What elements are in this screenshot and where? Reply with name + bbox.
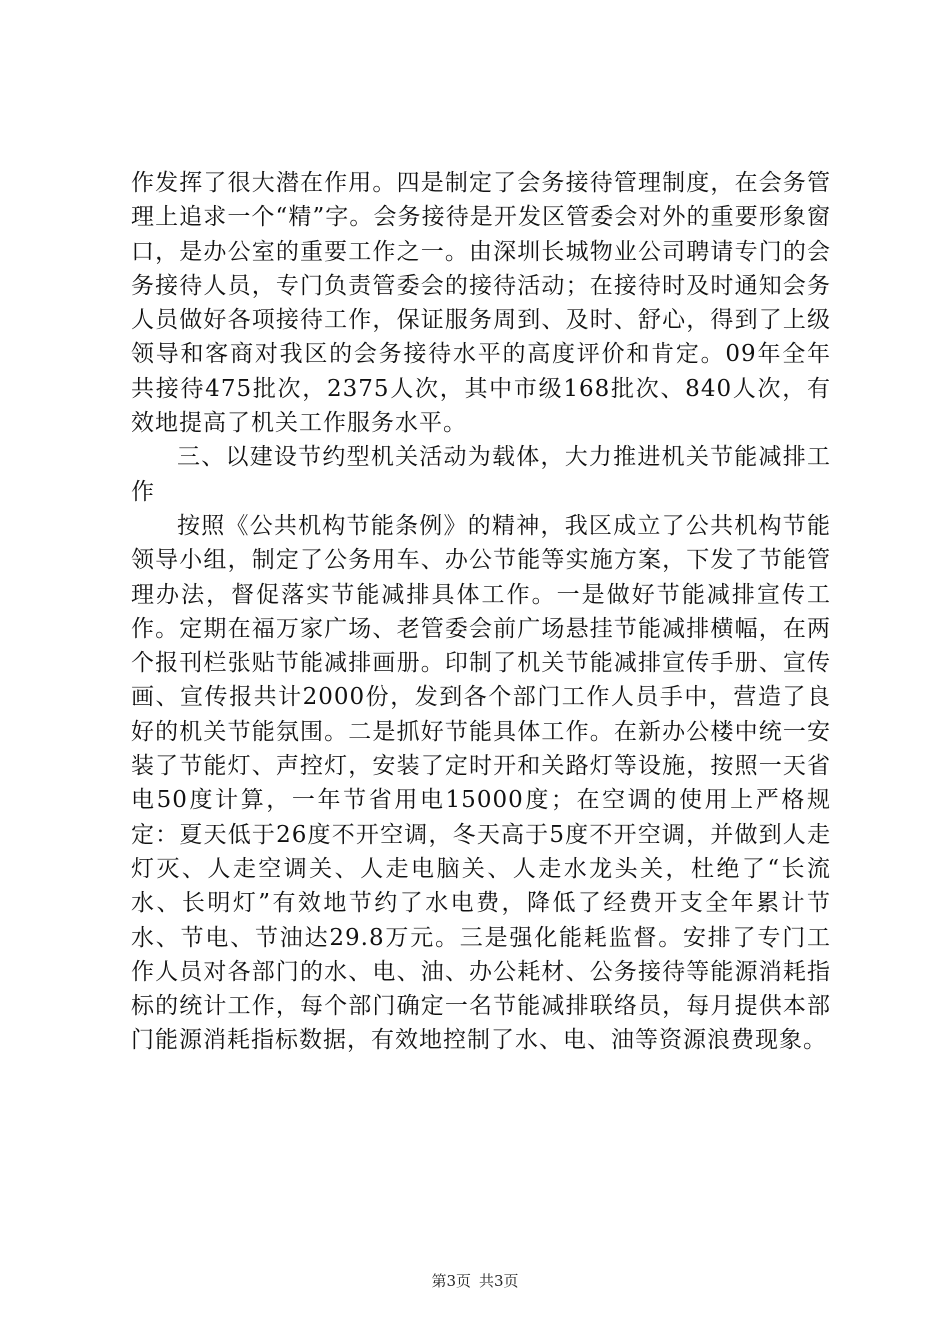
section-heading-energy-saving: 三、以建设节约型机关活动为载体，大力推进机关节能减排工作	[131, 444, 831, 505]
page-total: 共3页	[479, 1272, 519, 1290]
document-body	[131, 166, 831, 1058]
paragraph-energy-saving: 按照《公共机构节能条例》的精神，我区成立了公共机构节能领导小组，制定了公务用车、办公节能等实施方案，下发了节能管理办法，督促落实节能减排具体工作。一是做好节能减排宣传工作。定期在福万家广场、老管委会前广场悬挂节能减排横幅，在两个报刊栏张贴节能减排画册。印制了机关节能减排宣传手册、宣传画、宣传报共计2000份，发到各个部门工作人员手中，营造了良好的机关节能氛围。二是抓好节能具体工作。在新办公楼中统一安装了节能灯、声控灯，安装了定时开和关路灯等设施，按照一天省电50度计算，一年节省用电15000度；在空调的使用上严格规定：夏天低于26度不开空调，冬天高于5度不开空调，并做到人走灯灭、人走空调关、人走电脑关、人走水龙头关，杜绝了“长流水、长明灯”有效地节约了水电费，降低了经费开支全年累计节水、节电、节油达29.8万元。三是强化能耗监督。安排了专门工作人员对各部门的水、电、油、办公耗材、公务接待等能源消耗指标的统计工作，每个部门确定一名节能减排联络员，每月提供本部门能源消耗指标数据，有效地控制了水、电、油等资源浪费现象。	[131, 512, 831, 1054]
page-number: 第3页	[431, 1272, 471, 1290]
page-footer	[0, 1271, 950, 1291]
paragraph-meeting-reception: 作发挥了很大潜在作用。四是制定了会务接待管理制度，在会务管理上追求一个“精”字。会务接待是开发区管委会对外的重要形象窗口，是办公室的重要工作之一。由深圳长城物业公司聘请专门的会务接待人员，专门负责管委会的接待活动；在接待时及时通知会务人员做好各项接待工作，保证服务周到、及时、舒心，得到了上级领导和客商对我区的会务接待水平的高度评价和肯定。09年全年共接待475批次，2375人次，其中市级168批次、840人次，有效地提高了机关工作服务水平。	[131, 170, 831, 437]
